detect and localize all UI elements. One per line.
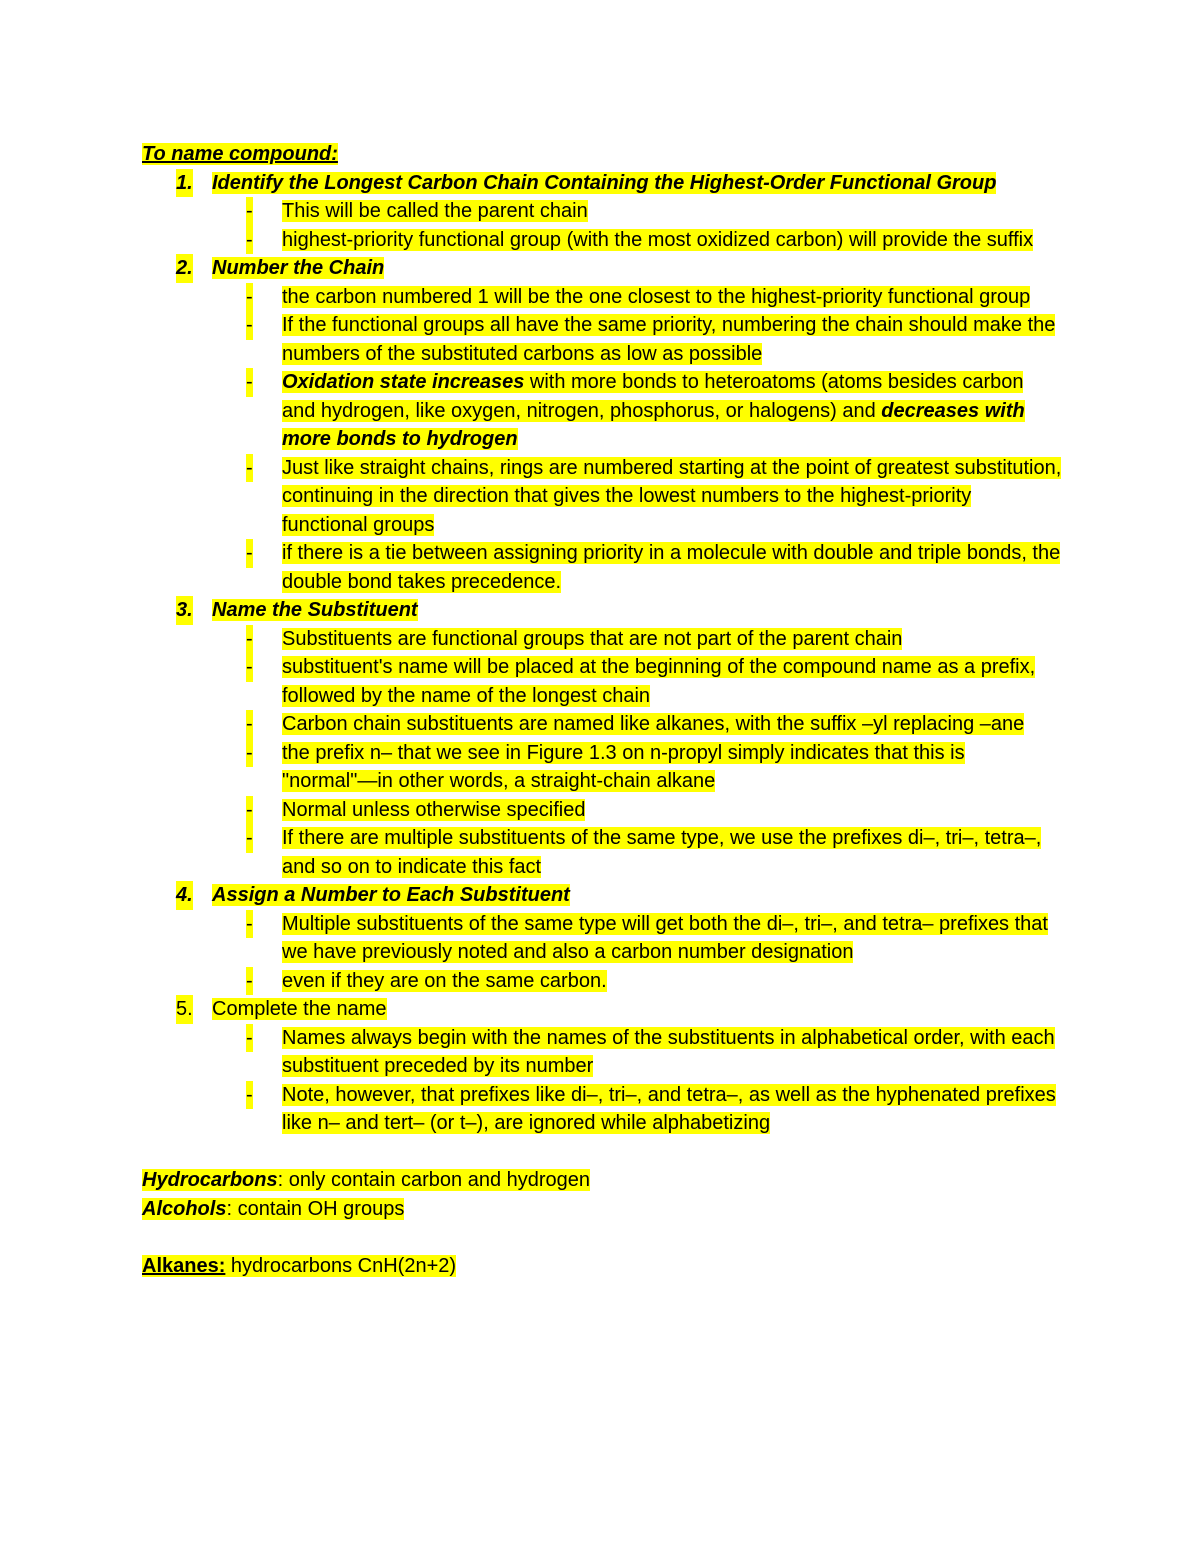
dash-marker: - xyxy=(246,368,253,397)
list-item xyxy=(212,1024,1062,1081)
naming-steps-list xyxy=(142,169,1062,1138)
list-item xyxy=(212,710,1062,739)
dash-marker: - xyxy=(246,197,253,226)
definition-term: Alkanes: xyxy=(142,1254,226,1277)
dash-marker: - xyxy=(246,824,253,853)
list-item xyxy=(212,368,1062,454)
definition-text: : only contain carbon and hydrogen xyxy=(277,1169,591,1191)
bullet-text: Substituents are functional groups that are not part of the parent chain xyxy=(282,627,903,650)
list-item xyxy=(212,197,1062,226)
document-content xyxy=(142,140,1062,1280)
bullet-text: Carbon chain substituents are named like alkanes, with the suffix –yl replacing –ane xyxy=(282,713,1025,735)
emphasis-oxidation-increases: Oxidation state increases xyxy=(282,371,525,393)
bullet-text: This will be called the parent chain xyxy=(282,200,588,222)
step-5 xyxy=(142,995,1062,1138)
dash-marker: - xyxy=(246,710,253,739)
step-bullets xyxy=(212,197,1062,254)
step-bullets xyxy=(212,1024,1062,1138)
dash-marker: - xyxy=(246,454,253,483)
step-title: Assign a Number to Each Substituent xyxy=(212,884,570,906)
dash-marker: - xyxy=(246,625,253,654)
list-item xyxy=(212,910,1062,967)
step-3 xyxy=(142,596,1062,881)
step-bullets xyxy=(212,625,1062,882)
step-number: 4. xyxy=(176,881,193,910)
step-number: 2. xyxy=(176,254,193,283)
dash-marker: - xyxy=(246,283,253,312)
list-item xyxy=(212,226,1062,255)
list-item xyxy=(212,311,1062,368)
bullet-text: highest-priority functional group (with the most oxidized carbon) will provide the suffix xyxy=(282,228,1034,251)
bullet-text: Multiple substituents of the same type will get both the di–, tri–, and tetra– prefixes that we have previously noted and also a carbon number designation xyxy=(282,912,1048,963)
spacer xyxy=(142,1138,1062,1167)
bullet-text: substituent's name will be placed at the beginning of the compound name as a prefix, followed by the name of the longest chain xyxy=(282,656,1036,707)
definition-term: Alcohols xyxy=(142,1197,227,1220)
step-title: Name the Substituent xyxy=(212,599,418,621)
list-item xyxy=(212,796,1062,825)
step-1 xyxy=(142,169,1062,255)
emphasis-decreases-hydrogen: decreases with more bonds to hydrogen xyxy=(282,399,1025,450)
bullet-text: Names always begin with the names of the substituents in alphabetical order, with each substituent preceded by its number xyxy=(282,1026,1055,1077)
dash-marker: - xyxy=(246,1081,253,1110)
dash-marker: - xyxy=(246,226,253,255)
dash-marker: - xyxy=(246,653,253,682)
list-item xyxy=(212,1081,1062,1138)
list-item xyxy=(212,283,1062,312)
list-item xyxy=(212,739,1062,796)
list-item xyxy=(212,824,1062,881)
dash-marker: - xyxy=(246,910,253,939)
step-title: Complete the name xyxy=(212,998,387,1020)
dash-marker: - xyxy=(246,967,253,996)
step-4 xyxy=(142,881,1062,995)
step-2 xyxy=(142,254,1062,596)
definition-hydrocarbons xyxy=(142,1166,1062,1195)
list-item xyxy=(212,454,1062,540)
bullet-text: the carbon numbered 1 will be the one closest to the highest-priority functional group xyxy=(282,285,1031,308)
definition-text: hydrocarbons CnH(2n+2) xyxy=(225,1254,457,1277)
step-number: 5. xyxy=(176,995,193,1024)
step-bullets xyxy=(212,283,1062,597)
spacer xyxy=(142,1223,1062,1252)
bullet-text xyxy=(282,371,1025,450)
dash-marker: - xyxy=(246,739,253,768)
list-item xyxy=(212,967,1062,996)
definition-text: : contain OH groups xyxy=(226,1197,405,1220)
step-number: 1. xyxy=(176,169,193,198)
bullet-text: Normal unless otherwise specified xyxy=(282,798,586,821)
bullet-text-middle: with more bonds to heteroatoms (atoms besides carbon and hydrogen, like oxygen, nitrogen, phosphorus, or halogens) and xyxy=(282,371,1024,422)
bullet-text: If the functional groups all have the same priority, numbering the chain should make the numbers of the substituted carbons as low as possible xyxy=(282,314,1056,365)
step-bullets xyxy=(212,910,1062,996)
dash-marker: - xyxy=(246,796,253,825)
bullet-text: If there are multiple substituents of the same type, we use the prefixes di–, tri–, tetra–, and so on to indicate this fact xyxy=(282,827,1042,878)
step-number: 3. xyxy=(176,596,193,625)
bullet-text: Note, however, that prefixes like di–, tri–, and tetra–, as well as the hyphenated prefixes like n– and tert– (or t–), are ignored while alphabetizing xyxy=(282,1083,1056,1134)
section-heading: To name compound: xyxy=(142,143,338,165)
list-item xyxy=(212,625,1062,654)
bullet-text: Just like straight chains, rings are numbered starting at the point of greatest substitution, continuing in the direction that gives the lowest numbers to the highest-priority functional groups xyxy=(282,456,1062,536)
bullet-text: if there is a tie between assigning priority in a molecule with double and triple bonds, the double bond takes precedence. xyxy=(282,542,1061,593)
dash-marker: - xyxy=(246,539,253,568)
list-item xyxy=(212,539,1062,596)
dash-marker: - xyxy=(246,1024,253,1053)
step-title: Number the Chain xyxy=(212,257,385,279)
dash-marker: - xyxy=(246,311,253,340)
bullet-text: the prefix n– that we see in Figure 1.3 on n-propyl simply indicates that this is "normal"—in other words, a straight-chain alkane xyxy=(282,741,965,792)
step-title: Identify the Longest Carbon Chain Containing the Highest-Order Functional Group xyxy=(212,171,997,194)
definition-term: Hydrocarbons xyxy=(142,1169,278,1191)
list-item xyxy=(212,653,1062,710)
definition-alcohols xyxy=(142,1195,1062,1224)
definition-alkanes xyxy=(142,1252,1062,1281)
bullet-text: even if they are on the same carbon. xyxy=(282,969,607,992)
